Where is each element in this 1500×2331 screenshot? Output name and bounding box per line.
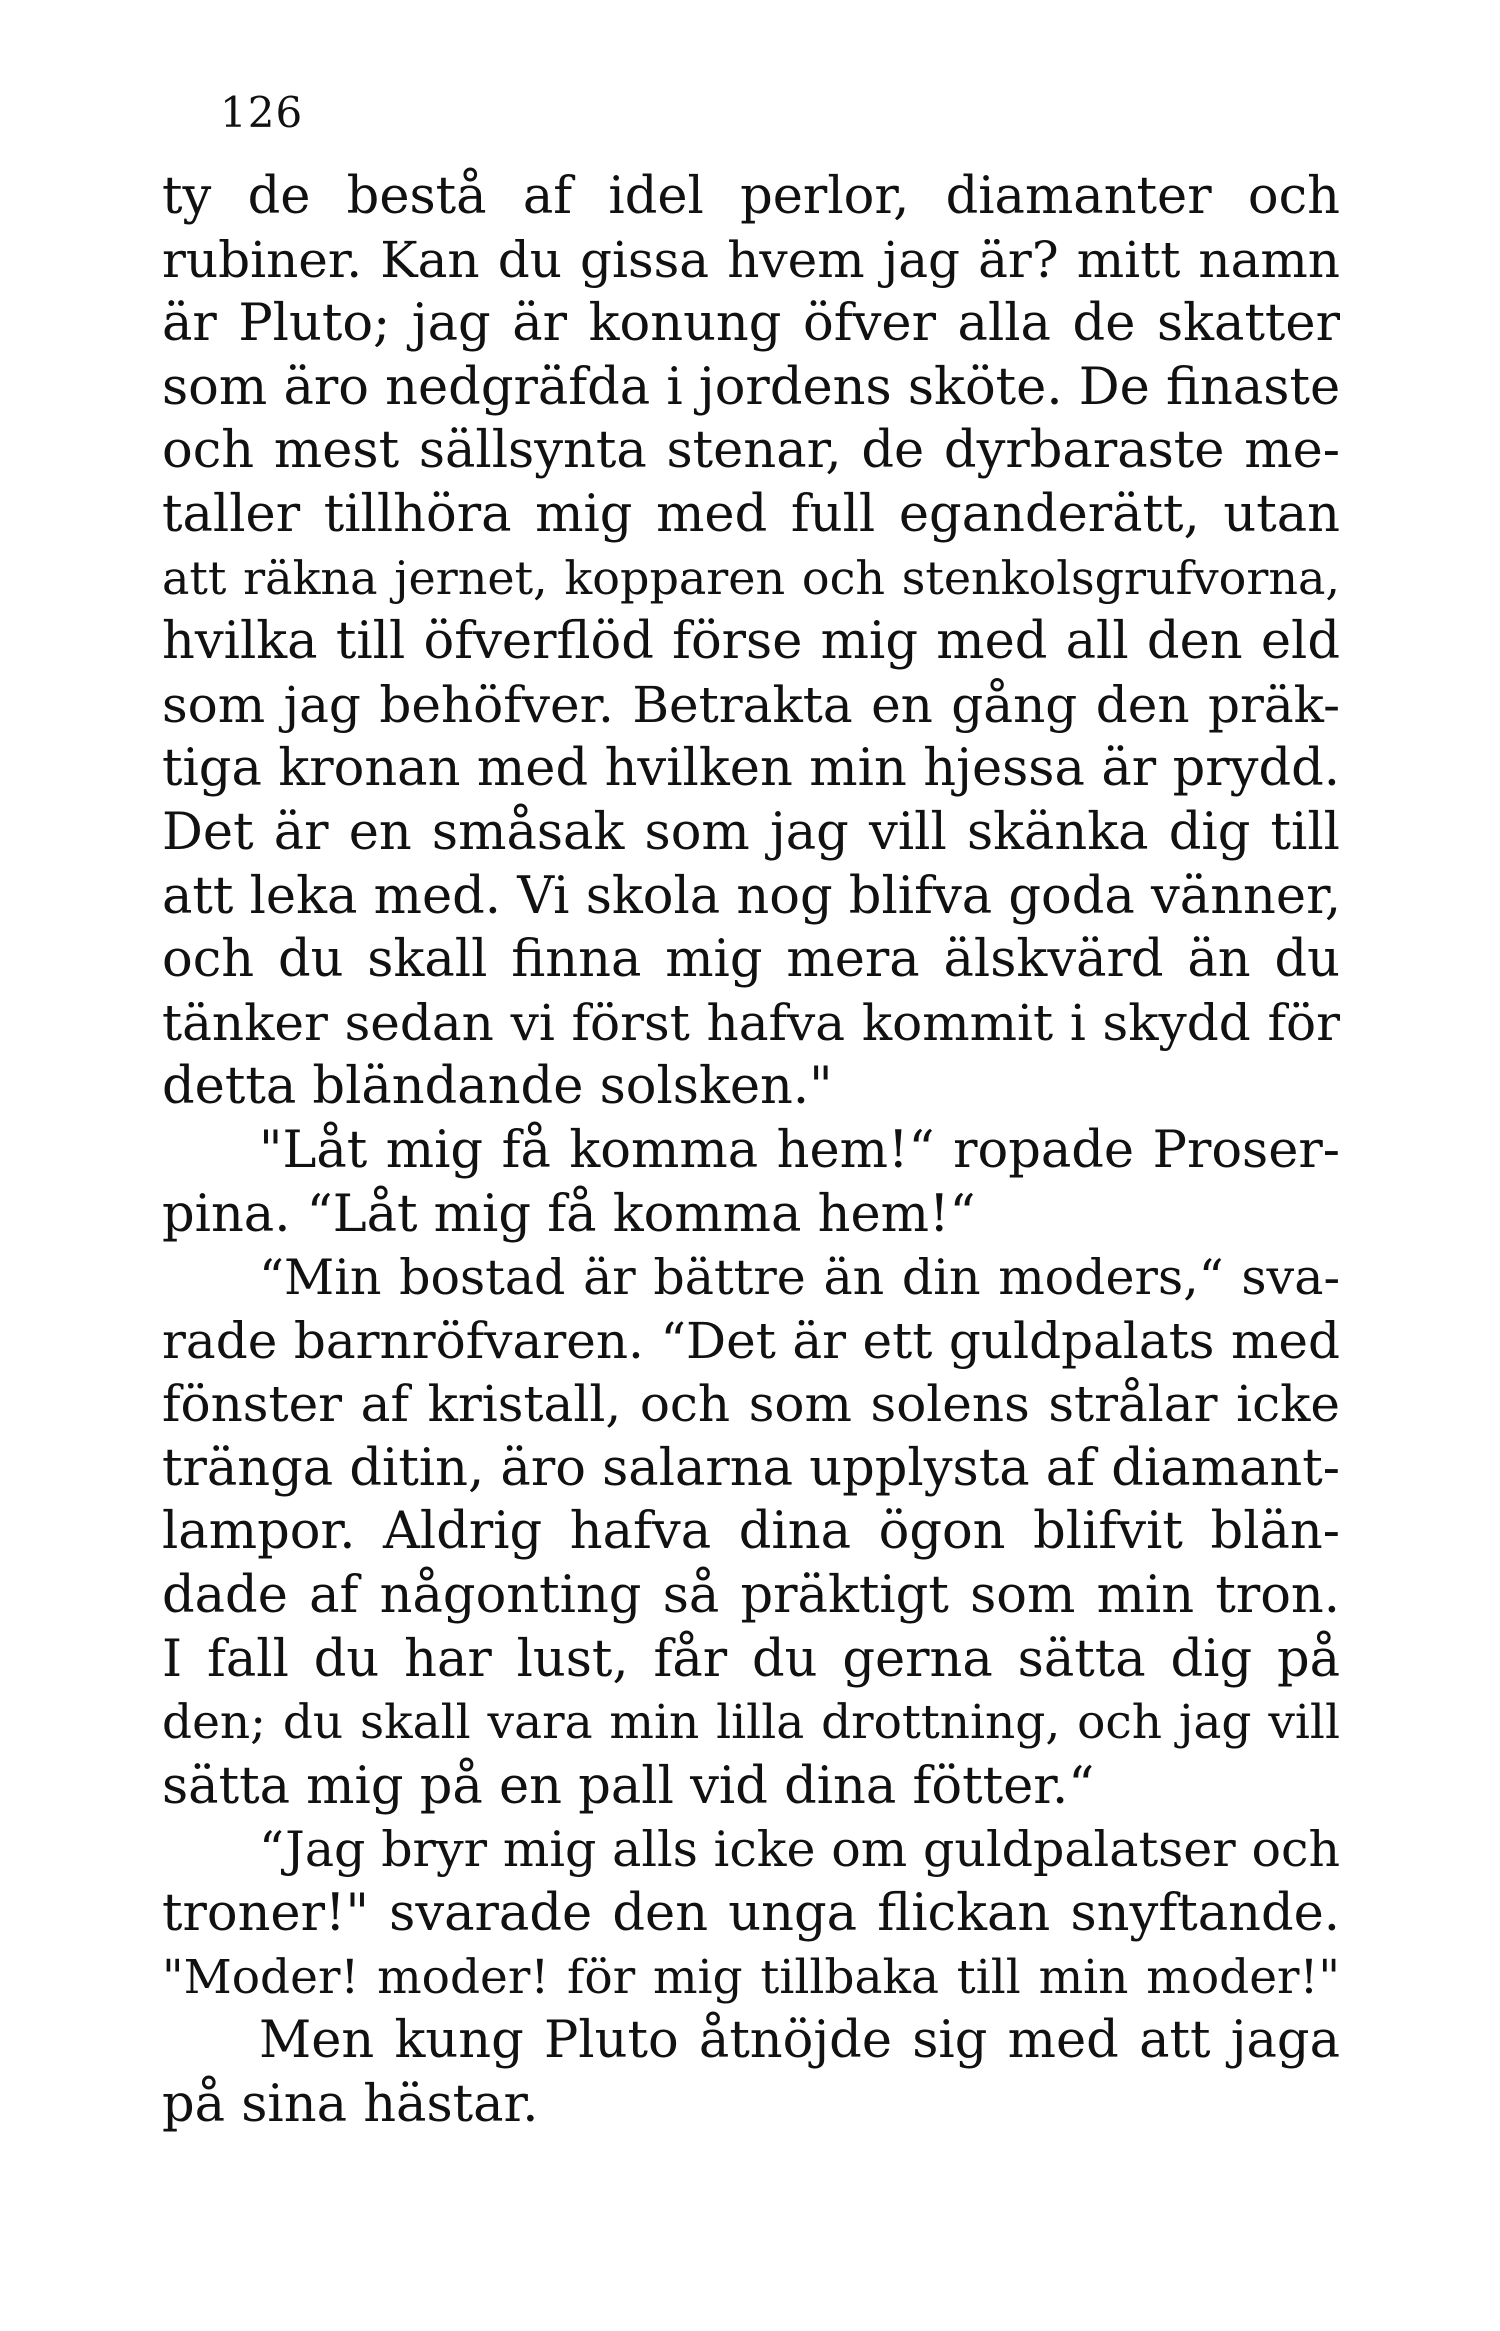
text-line: som äro nedgräfda i jordens sköte. De finaste xyxy=(162,357,1341,417)
text-line: ty de bestå af idel perlor, diamanter och xyxy=(162,167,1340,226)
text-line: lampor. Aldrig hafva dina ögon blifvit blän- xyxy=(162,1502,1340,1562)
page-text xyxy=(162,165,1340,2136)
text-line: på sina hästar. xyxy=(162,2074,539,2134)
text-line: fönster af kristall, och som solens strålar icke xyxy=(162,1375,1340,1434)
text-line: dade af någonting så präktigt som min tron. xyxy=(162,1566,1340,1626)
text-line: att leka med. Vi skola nog blifva goda vänner, xyxy=(162,866,1342,926)
text-line: "Låt mig få komma hem!“ ropade Proser- xyxy=(259,1120,1340,1180)
text-line: som jag behöfver. Betrakta en gång den präk- xyxy=(162,675,1340,734)
text-line: I fall du har lust, får du gerna sätta dig på xyxy=(162,1629,1340,1689)
text-line: detta bländande solsken." xyxy=(162,1057,833,1117)
text-line: tänker sedan vi först hafva kommit i skydd för xyxy=(162,993,1340,1052)
text-line: taller tillhöra mig med full eganderätt, utan xyxy=(162,484,1340,544)
text-line: är Pluto; jag är konung öfver alla de skatter xyxy=(162,294,1340,354)
text-line: att räkna jernet, kopparen och stenkolsgrufvorna, xyxy=(162,550,1340,605)
text-line: “Jag bryr mig alls icke om guldpalatser och xyxy=(259,1821,1340,1879)
text-line: hvilka till öfverflöd förse mig med all den eld xyxy=(162,612,1340,672)
text-line: “Min bostad är bättre än din moders,“ sva- xyxy=(259,1249,1340,1307)
text-line: rubiner. Kan du gissa hvem jag är? mitt namn xyxy=(162,230,1340,289)
text-line: pina. “Låt mig få komma hem!“ xyxy=(162,1184,976,1244)
text-line: tiga kronan med hvilken min hjessa är prydd. xyxy=(162,739,1340,799)
text-line: tränga ditin, äro salarna upplysta af diamant- xyxy=(162,1438,1341,1498)
text-line: "Moder! moder! för mig tillbaka till min moder!" xyxy=(162,1949,1340,2005)
text-line: Det är en småsak som jag vill skänka dig till xyxy=(162,802,1340,862)
text-line: den; du skall vara min lilla drottning, och jag vill xyxy=(162,1695,1340,1751)
text-line: Men kung Pluto åtnöjde sig med att jaga xyxy=(259,2011,1340,2071)
text-line: rade barnröfvaren. “Det är ett guldpalats med xyxy=(162,1311,1340,1370)
text-line: och mest sällsynta stenar, de dyrbaraste me- xyxy=(162,421,1340,481)
text-line: och du skall finna mig mera älskvärd än du xyxy=(162,930,1340,990)
page-number: 126 xyxy=(220,88,304,137)
text-line: troner!" svarade den unga flickan snyftande. xyxy=(162,1884,1340,1944)
text-line: sätta mig på en pall vid dina fötter.“ xyxy=(162,1756,1095,1816)
